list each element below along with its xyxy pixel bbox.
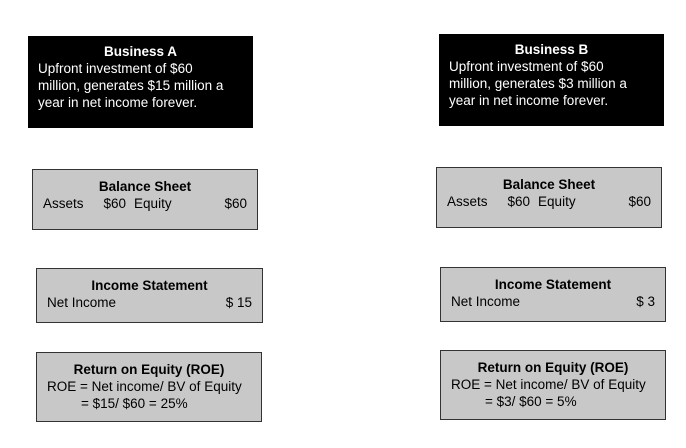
income-statement-title: Income Statement [494, 277, 612, 292]
roe-formula: ROE = Net income/ BV of Equity [451, 377, 646, 392]
roe-calc: = $3/ $60 = 5% [485, 394, 577, 409]
roe-title: Return on Equity (ROE) [73, 362, 225, 377]
balance-sheet-row [43, 195, 247, 212]
income-statement-row [47, 294, 252, 311]
net-income-label: Net Income [47, 295, 117, 310]
balance-sheet-title: Balance Sheet [502, 177, 596, 192]
business-b-income-statement [440, 267, 666, 322]
roe-formula: ROE = Net income/ BV of Equity [47, 379, 242, 394]
business-a-desc-line-3: year in net income forever. [38, 95, 198, 110]
equity-value: $60 [224, 196, 247, 211]
net-income-value: $ 3 [636, 294, 655, 309]
business-a-box [28, 36, 253, 128]
assets-label: Assets [447, 194, 488, 209]
business-a-roe [36, 352, 262, 422]
roe-calc: = $15/ $60 = 25% [81, 396, 188, 411]
assets-label: Assets [43, 196, 84, 211]
net-income-label: Net Income [451, 294, 521, 309]
business-b-desc-line-2: million, generates $3 million a [449, 76, 627, 91]
business-a-balance-sheet [32, 169, 258, 230]
equity-label: Equity [538, 194, 576, 209]
business-a-income-statement [36, 268, 263, 323]
assets-value: $60 [507, 194, 531, 209]
business-a-desc-line-2: million, generates $15 million a [38, 78, 224, 93]
business-b-box [439, 34, 664, 126]
equity-value: $60 [628, 194, 651, 209]
assets-value: $60 [103, 196, 127, 211]
net-income-value: $ 15 [225, 295, 252, 310]
business-b-desc-line-3: year in net income forever. [449, 93, 609, 108]
business-b-desc-line-1: Upfront investment of $60 [449, 59, 604, 74]
business-a-desc-line-1: Upfront investment of $60 [38, 61, 193, 76]
equity-label: Equity [134, 196, 172, 211]
balance-sheet-row [447, 193, 651, 210]
business-b-balance-sheet [436, 167, 662, 228]
income-statement-row [451, 293, 655, 310]
business-a-title: Business A [103, 44, 178, 59]
business-b-title: Business B [514, 42, 589, 57]
balance-sheet-title: Balance Sheet [98, 179, 192, 194]
business-b-roe [440, 350, 666, 420]
roe-title: Return on Equity (ROE) [477, 360, 629, 375]
income-statement-title: Income Statement [91, 278, 208, 293]
